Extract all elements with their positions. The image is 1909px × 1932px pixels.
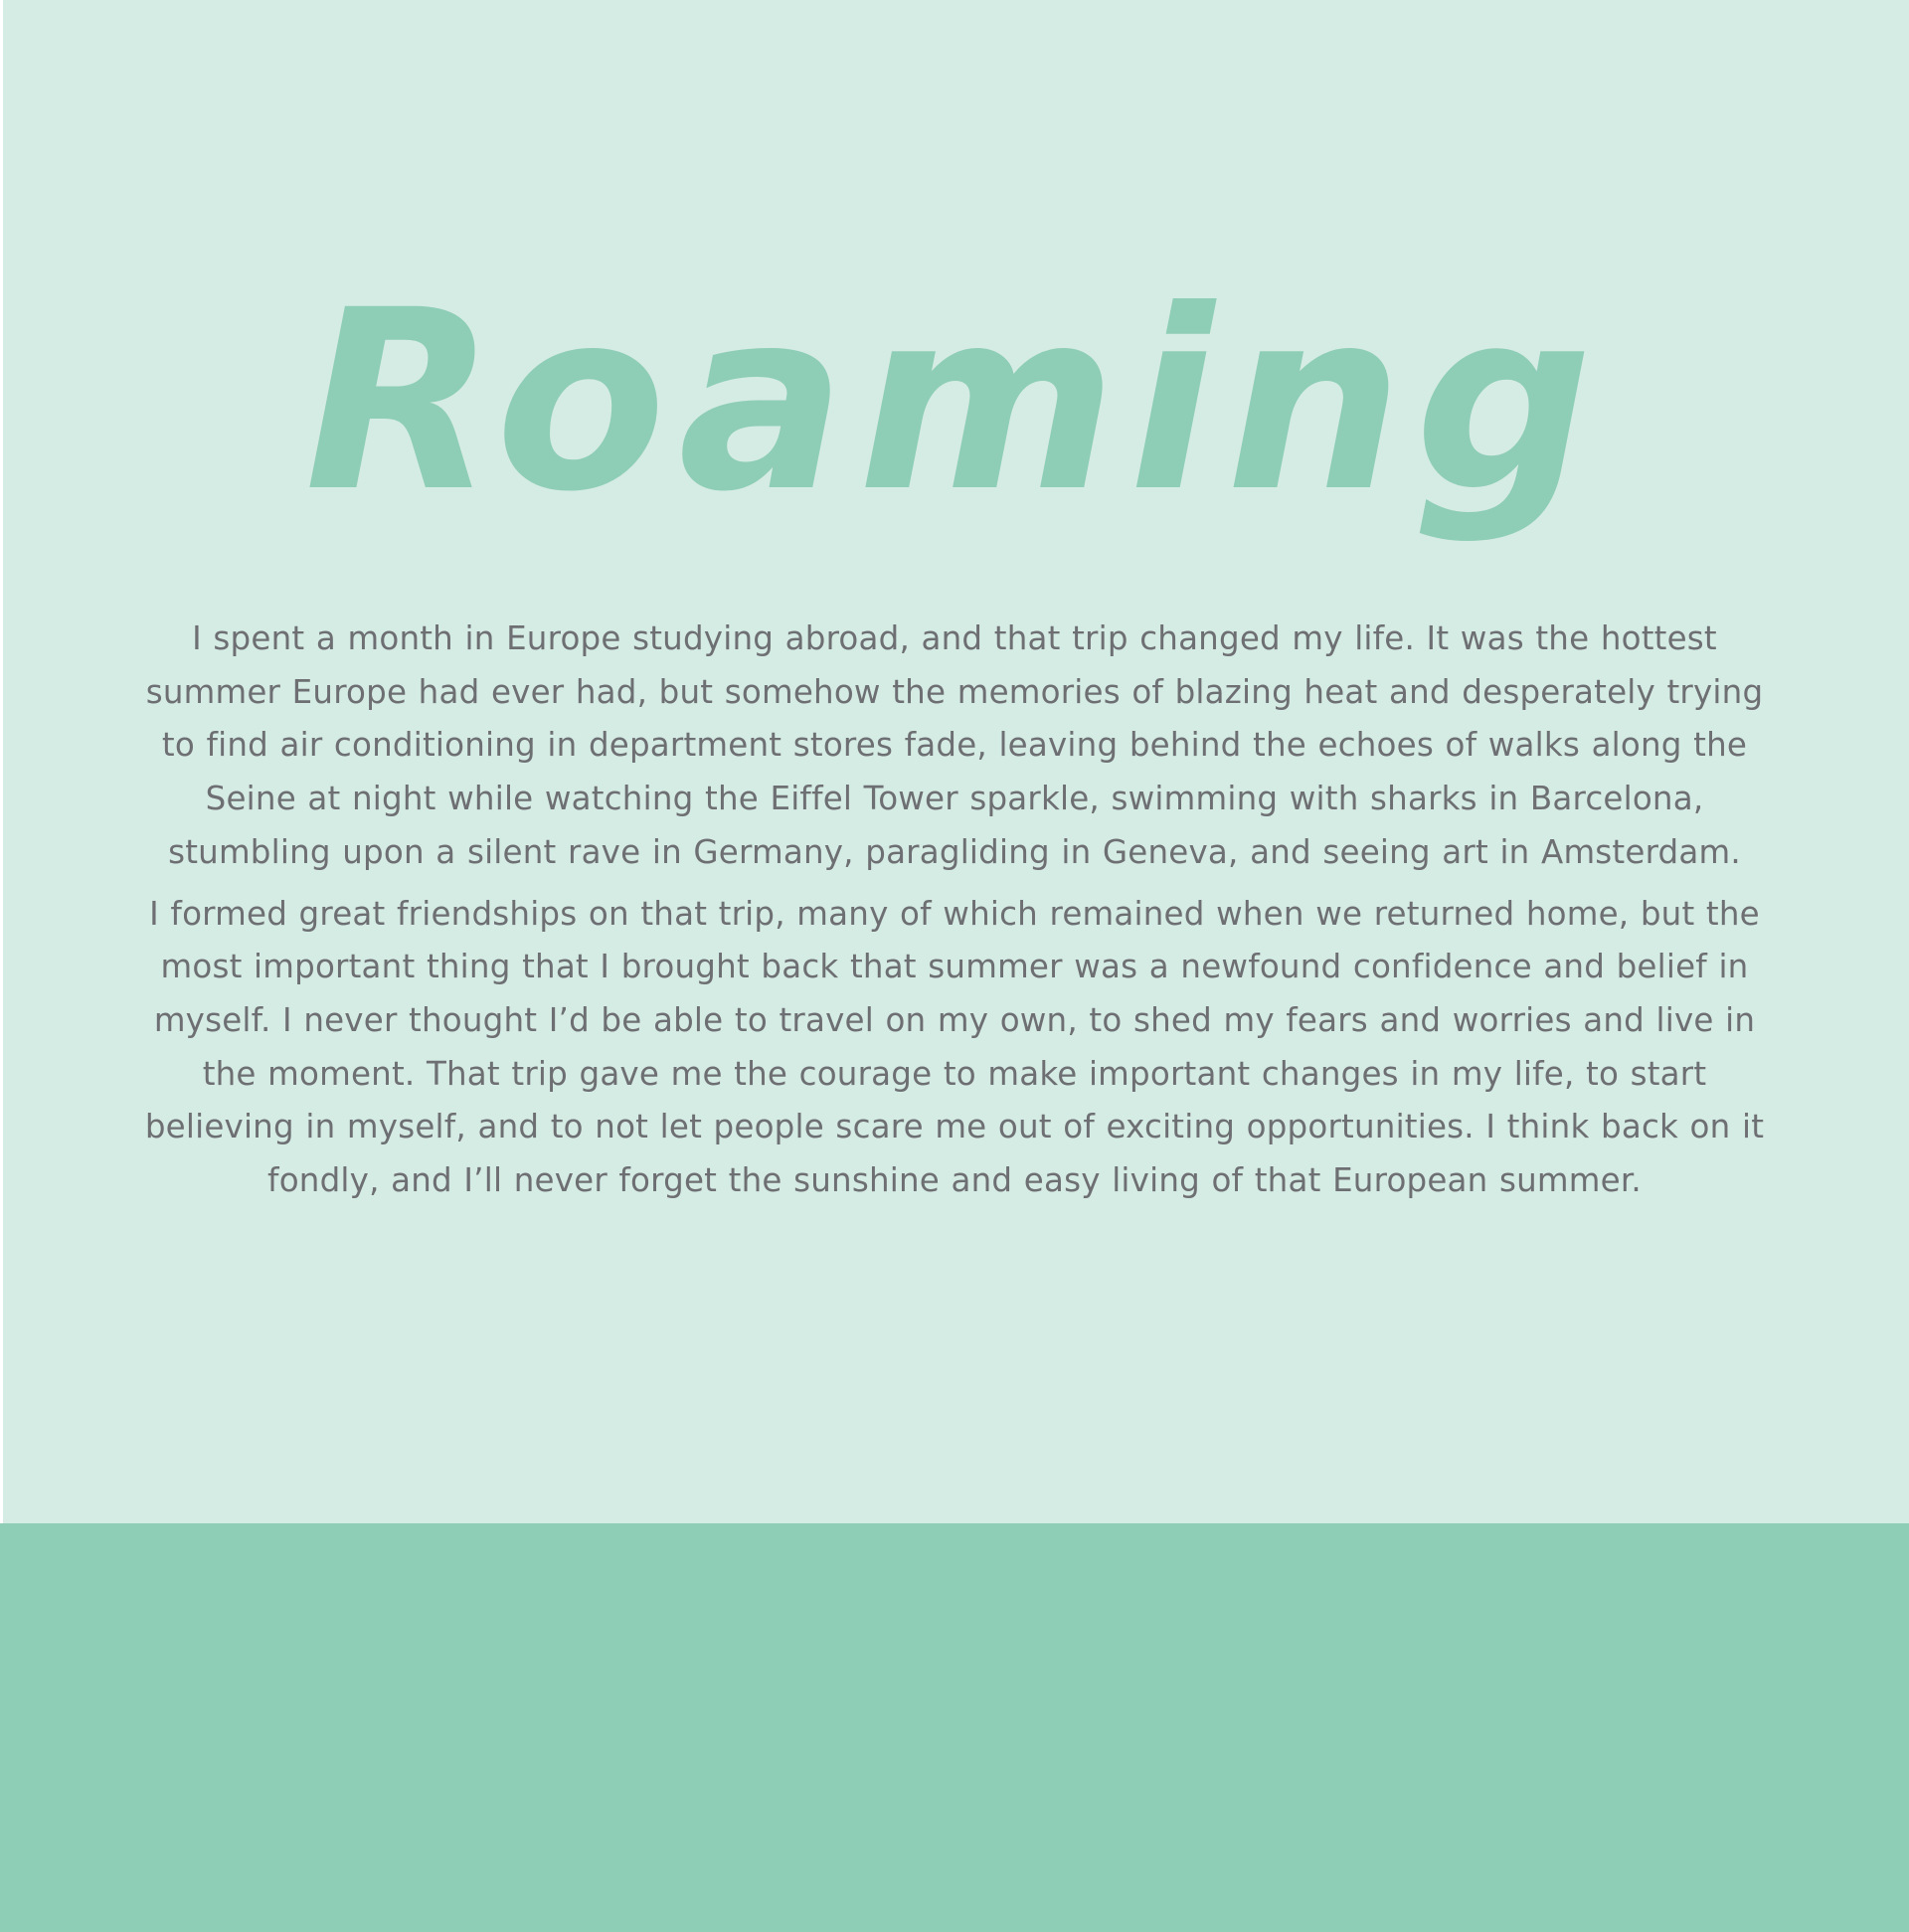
page-title — [219, 257, 1690, 582]
paragraph-2: I formed great friendships on that trip, many of which remained when we returned home, but the most important thing that I brought back that summer was a newfound confidence and belief in myself. I never thought I’d be able to travel on my own, to shed my fears and worries and live in the moment. That trip gave me the courage to make important changes in my life, to start believing in myself, and to not let people scare me out of exciting opportunities. I think back on it fondly, and I’ll never forget the sunshine and easy living of that European summer. — [144, 894, 1765, 1200]
left-edge-line — [0, 0, 3, 1523]
footer-band — [0, 1523, 1909, 1932]
article-body — [139, 613, 1770, 1208]
paragraph-1: I spent a month in Europe studying abroad, and that trip changed my life. It was the hottest summer Europe had ever had, but somehow the memories of blazing heat and desperately trying to find air conditioning in department stores fade, leaving behind the echoes of walks along the Seine at night while watching the Eiffel Tower sparkle, swimming with sharks in Barcelona, stumbling upon a silent rave in Germany, paragliding in Geneva, and seeing art in Amsterdam. — [145, 619, 1764, 871]
title-text: Roaming — [304, 257, 1605, 546]
